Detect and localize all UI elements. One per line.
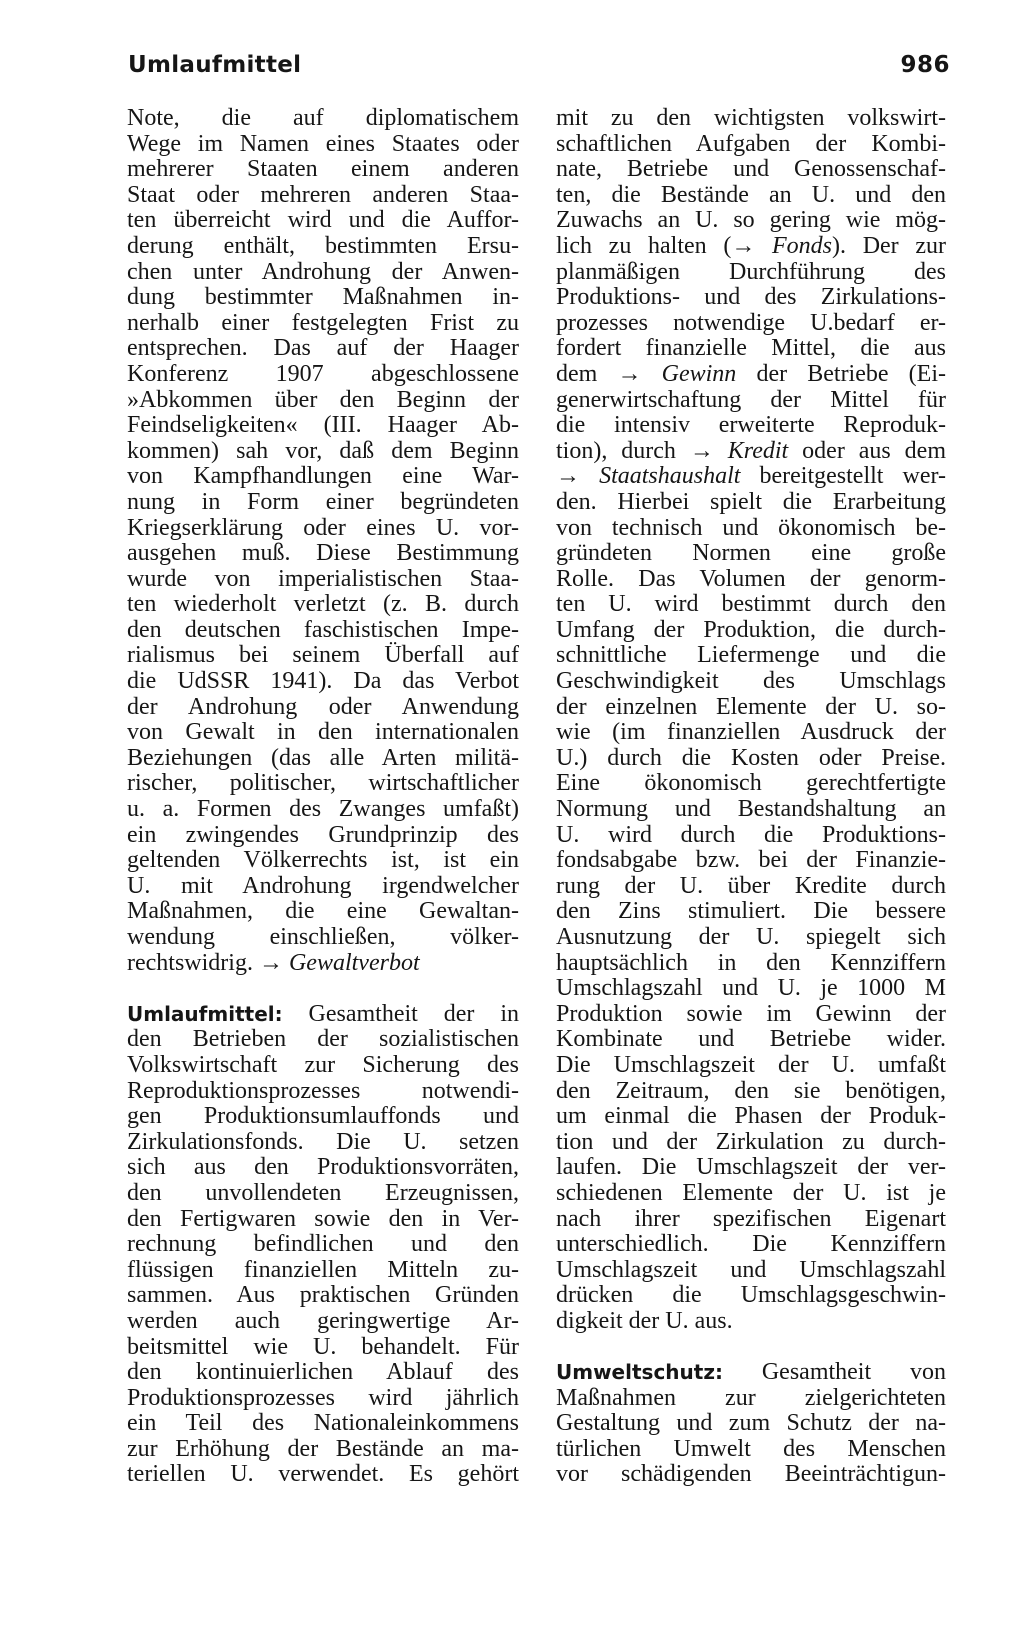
- text-line: [556, 823, 946, 849]
- text-line: [556, 771, 946, 797]
- text-line: [127, 669, 519, 695]
- line-text: flüssigen finanziellen Mitteln zu-: [127, 1256, 519, 1283]
- right-text-column: [556, 106, 946, 1488]
- text-line: [127, 1027, 519, 1053]
- line-text: dem →: [556, 360, 662, 387]
- text-line: [556, 1130, 946, 1156]
- text-line: [556, 208, 946, 234]
- text-line: [127, 362, 519, 388]
- line-text: Maßnahmen zur zielgerichteten: [556, 1384, 946, 1411]
- text-line: [556, 311, 946, 337]
- text-line: [556, 669, 946, 695]
- line-text: Kriegserklärung oder eines U. vor-: [127, 514, 519, 541]
- line-text: den unvollendeten Erzeugnissen,: [127, 1179, 519, 1206]
- line-text: digkeit der U. aus.: [556, 1307, 733, 1334]
- line-text: von technisch und ökonomisch be-: [556, 514, 946, 541]
- line-text: der Androhung oder Anwendung: [127, 693, 519, 720]
- text-line: [556, 336, 946, 362]
- line-text: lich zu halten (→: [556, 232, 773, 259]
- line-text: U. wird durch die Produktions-: [556, 821, 946, 848]
- line-text: U.) durch die Kosten oder Preise.: [556, 744, 946, 771]
- text-line: [556, 1386, 946, 1412]
- text-line: [556, 1053, 946, 1079]
- text-line: [556, 976, 946, 1002]
- text-line: [127, 797, 519, 823]
- text-line: [556, 388, 946, 414]
- line-text: Produktionsprozesses wird jährlich: [127, 1384, 519, 1411]
- text-line: [556, 464, 946, 490]
- line-text: mehrerer Staaten einem anderen: [127, 156, 519, 183]
- line-text: Note, die auf diplomatischem: [127, 105, 519, 131]
- text-line: [127, 1283, 519, 1309]
- text-line: [127, 1437, 519, 1463]
- text-line: [556, 516, 946, 542]
- line-text: tion), durch →: [556, 437, 728, 464]
- line-text: fondsabgabe bzw. bei der Finanzie-: [556, 847, 946, 874]
- text-line: [127, 132, 519, 158]
- text-line: [127, 234, 519, 260]
- line-text: schaftlichen Aufgaben der Kombi-: [556, 130, 946, 157]
- line-text: mit zu den wichtigsten volkswirt-: [556, 105, 946, 131]
- text-line: [127, 1155, 519, 1181]
- text-line: [127, 388, 519, 414]
- line-text: die UdSSR 1941). Da das Verbot: [127, 668, 519, 695]
- text-line: [556, 1232, 946, 1258]
- line-text: unterschiedlich. Die Kennziffern: [556, 1231, 946, 1258]
- line-text: beitsmittel wie U. behandelt. Für: [127, 1333, 519, 1360]
- text-line: [556, 1181, 946, 1207]
- text-line: [556, 899, 946, 925]
- text-line: [556, 157, 946, 183]
- line-text: entsprechen. Das auf der Haager: [127, 335, 519, 362]
- line-text: Zuwachs an U. so gering wie mög-: [556, 207, 946, 234]
- text-line: [127, 516, 519, 542]
- line-text: den Zins stimuliert. Die bessere: [556, 898, 946, 925]
- text-line: [556, 1283, 946, 1309]
- text-line: [127, 260, 519, 286]
- text-line: [127, 208, 519, 234]
- text-line: [556, 1309, 946, 1335]
- text-line: [127, 106, 519, 132]
- text-line: [556, 1155, 946, 1181]
- text-line: [127, 1053, 519, 1079]
- line-text: rechnung befindlichen und den: [127, 1231, 519, 1258]
- line-text: schiedenen Elemente der U. ist je: [556, 1179, 946, 1206]
- text-line: [556, 567, 946, 593]
- line-text: die intensiv erweiterte Reproduk-: [556, 412, 946, 439]
- line-text: um einmal die Phasen der Produk-: [556, 1103, 946, 1130]
- line-text: rialismus bei seinem Überfall auf: [127, 642, 519, 669]
- text-line: [556, 720, 946, 746]
- text-line: [127, 823, 519, 849]
- text-line: [127, 925, 519, 951]
- text-line: [127, 413, 519, 439]
- line-text: Volkswirtschaft zur Sicherung des: [127, 1051, 519, 1078]
- text-line: [127, 1079, 519, 1105]
- line-text: rechtswidrig. →: [127, 949, 289, 976]
- text-line: [127, 464, 519, 490]
- line-text: sammen. Aus praktischen Gründen: [127, 1282, 519, 1309]
- text-line: [556, 643, 946, 669]
- line-text: U. mit Androhung irgendwelcher: [127, 872, 519, 899]
- text-line: [127, 1002, 519, 1028]
- text-line: [127, 746, 519, 772]
- line-text: zur Erhöhung der Bestände an ma-: [127, 1435, 519, 1462]
- line-text-after: ). Der zur: [832, 232, 946, 259]
- text-line: [556, 1411, 946, 1437]
- left-text-column: [127, 106, 519, 1488]
- line-text: den. Hierbei spielt die Erarbeitung: [556, 488, 946, 515]
- line-text: fordert finanzielle Mittel, die aus: [556, 335, 946, 362]
- line-text: Gesamtheit von: [722, 1359, 946, 1386]
- text-line: [556, 1360, 946, 1386]
- line-text: nung in Form einer begründeten: [127, 488, 519, 515]
- line-text: →: [556, 463, 600, 490]
- line-text: wie (im finanziellen Ausdruck der: [556, 719, 946, 746]
- line-text: Wege im Namen eines Staates oder: [127, 130, 519, 157]
- running-head-title: Umlaufmittel: [128, 52, 302, 78]
- text-line: [127, 311, 519, 337]
- text-line: [556, 848, 946, 874]
- text-line: [556, 1258, 946, 1284]
- line-text: Konferenz 1907 abgeschlossene: [127, 360, 519, 387]
- text-line: [127, 618, 519, 644]
- paragraph-gap: [127, 976, 519, 1002]
- text-line: [127, 183, 519, 209]
- text-line: [127, 567, 519, 593]
- cross-reference: Staatshaushalt: [599, 463, 741, 490]
- line-text: tion und der Zirkulation zu durch-: [556, 1128, 946, 1155]
- text-line: [556, 1104, 946, 1130]
- line-text: gründeten Normen eine große: [556, 540, 946, 567]
- line-text: laufen. Die Umschlagszeit der ver-: [556, 1154, 946, 1181]
- line-text: den Betrieben der sozialistischen: [127, 1026, 519, 1053]
- line-text: hauptsächlich in den Kennziffern: [556, 949, 946, 976]
- line-text: prozesses notwendige U.bedarf er-: [556, 309, 946, 336]
- line-text: wurde von imperialistischen Staa-: [127, 565, 519, 592]
- text-line: [127, 720, 519, 746]
- line-text: wendung einschließen, völker-: [127, 924, 519, 950]
- text-line: [127, 1104, 519, 1130]
- text-line: [127, 1130, 519, 1156]
- text-line: [556, 234, 946, 260]
- text-line: [127, 1181, 519, 1207]
- line-text: »Abkommen über den Beginn der: [127, 386, 519, 413]
- text-line: [127, 439, 519, 465]
- line-text: teriellen U. verwendet. Es gehört: [127, 1461, 519, 1488]
- line-text: gen Produktionsumlauffonds und: [127, 1103, 519, 1130]
- text-line: [127, 643, 519, 669]
- text-line: [127, 157, 519, 183]
- text-line: [556, 695, 946, 721]
- line-text: Maßnahmen, die eine Gewaltan-: [127, 898, 519, 925]
- line-text: Die Umschlagszeit der U. umfaßt: [556, 1051, 946, 1078]
- text-line: [556, 490, 946, 516]
- text-line: [127, 1386, 519, 1412]
- line-text: von Kampfhandlungen eine War-: [127, 463, 519, 490]
- cross-reference: Gewinn: [661, 360, 737, 387]
- text-line: [127, 1360, 519, 1386]
- line-text-after: oder aus dem: [788, 437, 946, 464]
- line-text: rischer, politischer, wirtschaftlicher: [127, 770, 519, 797]
- text-line: [127, 1309, 519, 1335]
- text-line: [556, 618, 946, 644]
- page-number: 986: [900, 52, 950, 78]
- entry-headword: Umweltschutz:: [556, 1360, 723, 1385]
- line-text: Ausnutzung der U. spiegelt sich: [556, 924, 946, 950]
- line-text: den Fertigwaren sowie den in Ver-: [127, 1205, 519, 1232]
- line-text: Zirkulationsfonds. Die U. setzen: [127, 1128, 519, 1155]
- line-text: ten U. wird bestimmt durch den: [556, 591, 946, 618]
- line-text: u. a. Formen des Zwanges umfaßt): [127, 796, 519, 823]
- text-line: [127, 695, 519, 721]
- line-text: ein zwingendes Grundprinzip des: [127, 821, 519, 848]
- text-line: [556, 1079, 946, 1105]
- line-text: schnittliche Liefermenge und die: [556, 642, 946, 669]
- line-text: planmäßigen Durchführung des: [556, 258, 946, 285]
- line-text: Rolle. Das Volumen der genorm-: [556, 565, 946, 592]
- line-text: Eine ökonomisch gerechtfertigte: [556, 770, 946, 797]
- text-line: [127, 899, 519, 925]
- line-text: Gestaltung und zum Schutz der na-: [556, 1410, 946, 1437]
- text-line: [556, 1002, 946, 1028]
- text-line: [556, 285, 946, 311]
- text-line: [556, 106, 946, 132]
- text-line: [127, 1258, 519, 1284]
- line-text: Reproduktionsprozesses notwendi-: [127, 1077, 519, 1104]
- line-text: von Gewalt in den internationalen: [127, 719, 519, 746]
- text-line: [556, 260, 946, 286]
- line-text: Feindseligkeiten« (III. Haager Ab-: [127, 412, 519, 439]
- line-text: Produktion sowie im Gewinn der: [556, 1000, 946, 1027]
- text-line: [127, 848, 519, 874]
- text-line: [556, 874, 946, 900]
- text-line: [127, 771, 519, 797]
- text-line: [127, 592, 519, 618]
- text-line: [127, 1462, 519, 1488]
- text-line: [556, 797, 946, 823]
- line-text: nate, Betriebe und Genossenschaf-: [556, 156, 946, 183]
- line-text: türlichen Umwelt des Menschen: [556, 1435, 946, 1462]
- line-text: den deutschen faschistischen Impe-: [127, 616, 519, 643]
- text-line: [127, 1335, 519, 1361]
- text-line: [556, 1462, 946, 1488]
- line-text: ten wiederholt verletzt (z. B. durch: [127, 591, 519, 618]
- line-text: ten überreicht wird und die Auffor-: [127, 207, 519, 234]
- line-text: Umschlagszahl und U. je 1000 M: [556, 975, 946, 1002]
- line-text: nerhalb einer festgelegten Frist zu: [127, 309, 519, 336]
- text-line: [556, 439, 946, 465]
- line-text: kommen) sah vor, daß dem Beginn: [127, 437, 519, 464]
- line-text: rung der U. über Kredite durch: [556, 872, 946, 899]
- line-text: Normung und Bestandshaltung an: [556, 796, 946, 823]
- line-text: generwirtschaftung der Mittel für: [556, 386, 946, 413]
- cross-reference: Kredit: [727, 437, 789, 464]
- line-text: Gesamtheit der in: [282, 1000, 519, 1027]
- text-line: [556, 541, 946, 567]
- line-text: Umschlagszeit und Umschlagszahl: [556, 1256, 946, 1283]
- line-text: derung enthält, bestimmten Ersu-: [127, 232, 519, 259]
- line-text: ausgehen muß. Diese Bestimmung: [127, 540, 519, 567]
- line-text-after: bereitgestellt wer-: [740, 463, 947, 490]
- line-text: ten, die Bestände an U. und den: [556, 181, 946, 208]
- line-text: drücken die Umschlagsgeschwin-: [556, 1282, 946, 1309]
- text-line: [556, 132, 946, 158]
- line-text: dung bestimmter Maßnahmen in-: [127, 284, 519, 311]
- line-text: Geschwindigkeit des Umschlags: [556, 668, 946, 695]
- line-text: chen unter Androhung der Anwen-: [127, 258, 519, 285]
- line-text: nach ihrer spezifischen Eigenart: [556, 1205, 946, 1232]
- line-text: den kontinuierlichen Ablauf des: [127, 1359, 519, 1386]
- cross-reference: Fonds: [772, 232, 833, 259]
- text-line: [127, 1411, 519, 1437]
- line-text: Kombinate und Betriebe wider.: [556, 1026, 946, 1053]
- text-line: [556, 592, 946, 618]
- cross-reference: Gewaltverbot: [288, 949, 420, 976]
- entry-headword: Umlaufmittel:: [127, 1001, 283, 1026]
- line-text: der einzelnen Elemente der U. so-: [556, 693, 946, 720]
- text-line: [556, 362, 946, 388]
- text-line: [556, 1207, 946, 1233]
- line-text: sich aus den Produktionsvorräten,: [127, 1154, 519, 1181]
- line-text: den Zeitraum, den sie benötigen,: [556, 1077, 946, 1104]
- text-line: [556, 183, 946, 209]
- text-line: [127, 336, 519, 362]
- text-line: [556, 1437, 946, 1463]
- text-line: [127, 490, 519, 516]
- line-text: werden auch geringwertige Ar-: [127, 1307, 519, 1334]
- text-line: [127, 874, 519, 900]
- paragraph-gap: [556, 1335, 946, 1361]
- text-line: [556, 925, 946, 951]
- text-line: [556, 951, 946, 977]
- line-text-after: der Betriebe (Ei-: [736, 360, 946, 387]
- line-text: Beziehungen (das alle Arten militä-: [127, 744, 519, 771]
- text-line: [556, 413, 946, 439]
- text-line: [556, 746, 946, 772]
- text-line: [127, 1207, 519, 1233]
- line-text: ein Teil des Nationaleinkommens: [127, 1410, 519, 1437]
- line-text: Umfang der Produktion, die durch-: [556, 616, 946, 643]
- text-line: [127, 285, 519, 311]
- line-text: Staat oder mehreren anderen Staa-: [127, 181, 519, 208]
- text-line: [556, 1027, 946, 1053]
- line-text: vor schädigenden Beeinträchtigun-: [556, 1461, 946, 1488]
- text-line: [127, 951, 519, 977]
- line-text: Produktions- und des Zirkulations-: [556, 284, 946, 311]
- text-line: [127, 1232, 519, 1258]
- line-text: geltenden Völkerrechts ist, ist ein: [127, 847, 519, 874]
- text-line: [127, 541, 519, 567]
